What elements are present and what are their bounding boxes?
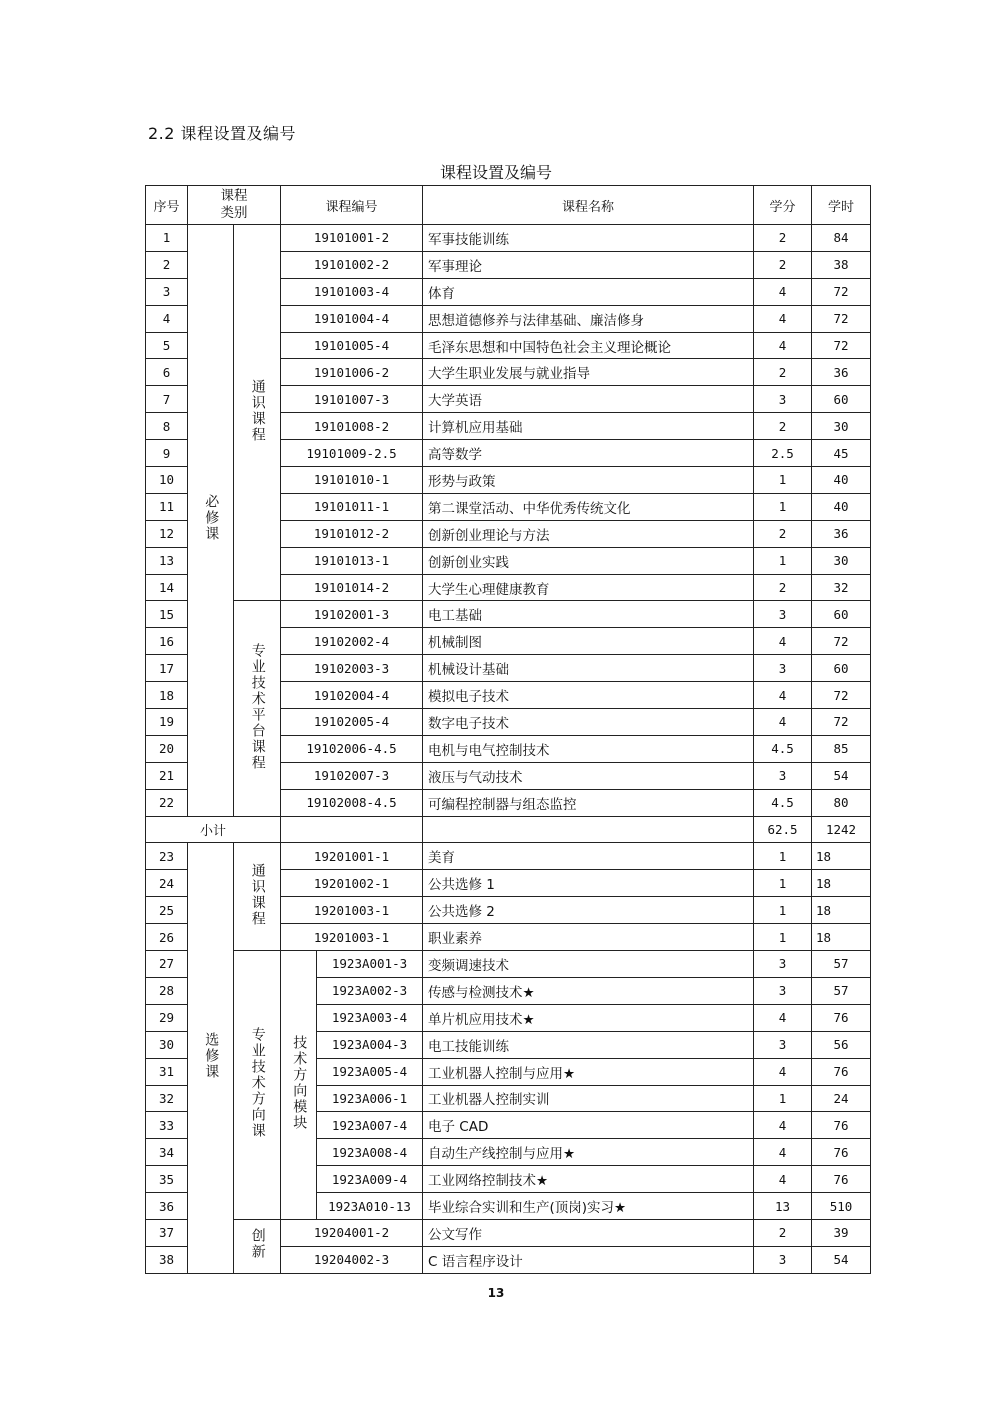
row-hours: 57 xyxy=(812,977,871,1004)
row-credit: 4 xyxy=(754,1112,812,1139)
row-name: 机械设计基础 xyxy=(423,655,754,682)
row-code: 19101004-4 xyxy=(281,305,423,332)
row-seq: 23 xyxy=(146,843,188,870)
table-row xyxy=(146,1219,871,1246)
row-name: 创新创业理论与方法 xyxy=(423,520,754,547)
row-name: 模拟电子技术 xyxy=(423,682,754,709)
row-code: 19101005-4 xyxy=(281,332,423,359)
section-title: 2.2 课程设置及编号 xyxy=(148,124,297,143)
subtotal-hours: 1242 xyxy=(812,816,871,843)
table-row xyxy=(146,601,871,628)
row-seq: 2 xyxy=(146,251,188,278)
row-name: 传感与检测技术★ xyxy=(423,977,754,1004)
row-name: 计算机应用基础 xyxy=(423,413,754,440)
row-seq: 34 xyxy=(146,1139,188,1166)
row-credit: 4 xyxy=(754,278,812,305)
row-seq: 25 xyxy=(146,897,188,924)
table-row xyxy=(146,951,871,978)
row-code: 19101003-4 xyxy=(281,278,423,305)
header-seq: 序号 xyxy=(146,186,188,225)
group-general2 xyxy=(234,843,281,951)
row-name: 第二课堂活动、中华优秀传统文化 xyxy=(423,493,754,520)
row-credit: 4 xyxy=(754,1004,812,1031)
row-credit: 2 xyxy=(754,574,812,601)
row-seq: 22 xyxy=(146,789,188,816)
row-name: 电机与电气控制技术 xyxy=(423,735,754,762)
row-name: 单片机应用技术★ xyxy=(423,1004,754,1031)
row-credit: 3 xyxy=(754,762,812,789)
row-credit: 2 xyxy=(754,1219,812,1246)
table-row xyxy=(146,225,871,252)
row-name: 公共选修 2 xyxy=(423,897,754,924)
row-seq: 38 xyxy=(146,1246,188,1273)
row-credit: 4.5 xyxy=(754,789,812,816)
row-name: 大学英语 xyxy=(423,386,754,413)
row-name: 军事理论 xyxy=(423,251,754,278)
row-seq: 24 xyxy=(146,870,188,897)
row-credit: 1 xyxy=(754,870,812,897)
group-module-label: 技术方向模块 xyxy=(291,1035,308,1131)
row-code: 19102005-4 xyxy=(281,709,423,736)
row-hours: 72 xyxy=(812,628,871,655)
row-credit: 2 xyxy=(754,225,812,252)
group-module xyxy=(281,951,317,1220)
row-seq: 20 xyxy=(146,735,188,762)
group-platform xyxy=(234,601,281,816)
row-seq: 30 xyxy=(146,1031,188,1058)
group-platform-label: 专业技术平台课程 xyxy=(249,642,266,771)
row-code: 19101001-2 xyxy=(281,225,423,252)
row-name: 电工基础 xyxy=(423,601,754,628)
row-seq: 1 xyxy=(146,225,188,252)
row-name: 职业素养 xyxy=(423,924,754,951)
row-hours: 38 xyxy=(812,251,871,278)
row-seq: 28 xyxy=(146,977,188,1004)
row-credit: 3 xyxy=(754,386,812,413)
row-code: 19101006-2 xyxy=(281,359,423,386)
row-seq: 36 xyxy=(146,1193,188,1220)
row-credit: 2.5 xyxy=(754,440,812,467)
row-credit: 4 xyxy=(754,332,812,359)
subtotal-code-empty xyxy=(281,816,423,843)
row-code: 19101014-2 xyxy=(281,574,423,601)
row-hours: 54 xyxy=(812,1246,871,1273)
row-credit: 1 xyxy=(754,547,812,574)
row-code: 1923A006-1 xyxy=(317,1085,423,1112)
row-hours: 76 xyxy=(812,1058,871,1085)
header-category-label: 课程 类别 xyxy=(220,188,248,221)
row-hours: 18 xyxy=(812,924,871,951)
row-code: 19102003-3 xyxy=(281,655,423,682)
row-credit: 13 xyxy=(754,1193,812,1220)
row-hours: 84 xyxy=(812,225,871,252)
row-hours: 76 xyxy=(812,1004,871,1031)
row-hours: 30 xyxy=(812,547,871,574)
row-seq: 10 xyxy=(146,467,188,494)
row-credit: 4 xyxy=(754,682,812,709)
row-code: 19201001-1 xyxy=(281,843,423,870)
group-required xyxy=(188,225,234,817)
subtotal-credit: 62.5 xyxy=(754,816,812,843)
row-credit: 3 xyxy=(754,601,812,628)
row-seq: 21 xyxy=(146,762,188,789)
row-hours: 60 xyxy=(812,655,871,682)
row-code: 19201003-1 xyxy=(281,897,423,924)
row-seq: 31 xyxy=(146,1058,188,1085)
row-seq: 15 xyxy=(146,601,188,628)
row-hours: 76 xyxy=(812,1112,871,1139)
row-name: 创新创业实践 xyxy=(423,547,754,574)
row-seq: 14 xyxy=(146,574,188,601)
row-credit: 2 xyxy=(754,413,812,440)
row-credit: 1 xyxy=(754,493,812,520)
header-row xyxy=(146,186,871,225)
row-seq: 27 xyxy=(146,951,188,978)
row-code: 19101010-1 xyxy=(281,467,423,494)
row-seq: 3 xyxy=(146,278,188,305)
row-name: 公文写作 xyxy=(423,1219,754,1246)
row-name: 体育 xyxy=(423,278,754,305)
row-credit: 4 xyxy=(754,628,812,655)
row-code: 19204002-3 xyxy=(281,1246,423,1273)
row-hours: 57 xyxy=(812,951,871,978)
subtotal-name-empty xyxy=(423,816,754,843)
row-code: 19101002-2 xyxy=(281,251,423,278)
row-code: 19101008-2 xyxy=(281,413,423,440)
group-required-label: 必修课 xyxy=(203,494,220,543)
row-name: 变频调速技术 xyxy=(423,951,754,978)
row-code: 1923A010-13 xyxy=(317,1193,423,1220)
row-name: 工业机器人控制实训 xyxy=(423,1085,754,1112)
row-seq: 18 xyxy=(146,682,188,709)
row-hours: 72 xyxy=(812,305,871,332)
row-seq: 6 xyxy=(146,359,188,386)
row-credit: 4 xyxy=(754,305,812,332)
row-hours: 40 xyxy=(812,493,871,520)
row-credit: 3 xyxy=(754,951,812,978)
row-hours: 72 xyxy=(812,682,871,709)
course-table xyxy=(145,185,871,1274)
row-hours: 56 xyxy=(812,1031,871,1058)
row-credit: 1 xyxy=(754,924,812,951)
row-name: 高等数学 xyxy=(423,440,754,467)
row-code: 1923A004-3 xyxy=(317,1031,423,1058)
row-credit: 1 xyxy=(754,843,812,870)
row-name: 可编程控制器与组态监控 xyxy=(423,789,754,816)
header-credit: 学分 xyxy=(754,186,812,225)
row-code: 1923A005-4 xyxy=(317,1058,423,1085)
row-name: 形势与政策 xyxy=(423,467,754,494)
row-code: 19102001-3 xyxy=(281,601,423,628)
row-credit: 2 xyxy=(754,251,812,278)
row-seq: 4 xyxy=(146,305,188,332)
row-seq: 16 xyxy=(146,628,188,655)
row-hours: 18 xyxy=(812,870,871,897)
row-name: 思想道德修养与法律基础、廉洁修身 xyxy=(423,305,754,332)
row-credit: 1 xyxy=(754,467,812,494)
row-hours: 85 xyxy=(812,735,871,762)
row-code: 19201003-1 xyxy=(281,924,423,951)
row-credit: 1 xyxy=(754,897,812,924)
row-hours: 60 xyxy=(812,601,871,628)
row-credit: 3 xyxy=(754,977,812,1004)
row-code: 1923A008-4 xyxy=(317,1139,423,1166)
row-credit: 4 xyxy=(754,1058,812,1085)
row-name: 数字电子技术 xyxy=(423,709,754,736)
row-code: 1923A009-4 xyxy=(317,1166,423,1193)
group-innovation-label: 创新 xyxy=(249,1228,266,1261)
header-hours: 学时 xyxy=(812,186,871,225)
row-name: 工业网络控制技术★ xyxy=(423,1166,754,1193)
group-elective xyxy=(188,843,234,1273)
row-name: 军事技能训练 xyxy=(423,225,754,252)
row-code: 19101007-3 xyxy=(281,386,423,413)
row-code: 19101012-2 xyxy=(281,520,423,547)
row-name: 大学生职业发展与就业指导 xyxy=(423,359,754,386)
subtotal-label: 小计 xyxy=(146,816,281,843)
row-hours: 36 xyxy=(812,520,871,547)
row-hours: 24 xyxy=(812,1085,871,1112)
row-code: 19102002-4 xyxy=(281,628,423,655)
row-hours: 18 xyxy=(812,897,871,924)
row-code: 19102004-4 xyxy=(281,682,423,709)
row-code: 1923A001-3 xyxy=(317,951,423,978)
row-code: 19101011-1 xyxy=(281,493,423,520)
row-seq: 12 xyxy=(146,520,188,547)
row-hours: 18 xyxy=(812,843,871,870)
row-hours: 32 xyxy=(812,574,871,601)
row-credit: 3 xyxy=(754,1031,812,1058)
row-code: 1923A003-4 xyxy=(317,1004,423,1031)
row-code: 19101009-2.5 xyxy=(281,440,423,467)
row-name: C 语言程序设计 xyxy=(423,1246,754,1273)
header-code: 课程编号 xyxy=(281,186,423,225)
table-row xyxy=(146,843,871,870)
row-code: 19102008-4.5 xyxy=(281,789,423,816)
subtotal-row xyxy=(146,816,871,843)
row-credit: 2 xyxy=(754,359,812,386)
row-code: 19102006-4.5 xyxy=(281,735,423,762)
row-credit: 4.5 xyxy=(754,735,812,762)
group-general-label: 通识课程 xyxy=(249,378,266,443)
row-hours: 54 xyxy=(812,762,871,789)
row-hours: 72 xyxy=(812,278,871,305)
row-credit: 2 xyxy=(754,520,812,547)
row-name: 公共选修 1 xyxy=(423,870,754,897)
row-hours: 39 xyxy=(812,1219,871,1246)
row-hours: 36 xyxy=(812,359,871,386)
table-title: 课程设置及编号 xyxy=(439,163,552,182)
row-code: 1923A002-3 xyxy=(317,977,423,1004)
group-direction-label: 专业技术方向课 xyxy=(249,1027,266,1139)
row-credit: 4 xyxy=(754,1139,812,1166)
row-name: 美育 xyxy=(423,843,754,870)
row-credit: 4 xyxy=(754,709,812,736)
row-name: 毕业综合实训和生产(顶岗)实习★ xyxy=(423,1193,754,1220)
row-hours: 60 xyxy=(812,386,871,413)
row-seq: 13 xyxy=(146,547,188,574)
row-code: 19101013-1 xyxy=(281,547,423,574)
row-name: 机械制图 xyxy=(423,628,754,655)
group-direction xyxy=(234,951,281,1220)
row-seq: 35 xyxy=(146,1166,188,1193)
row-hours: 80 xyxy=(812,789,871,816)
group-general xyxy=(234,225,281,601)
header-category xyxy=(188,186,281,225)
row-name: 电工技能训练 xyxy=(423,1031,754,1058)
page-number: 13 xyxy=(487,1286,505,1300)
row-code: 19204001-2 xyxy=(281,1219,423,1246)
row-hours: 40 xyxy=(812,467,871,494)
row-seq: 19 xyxy=(146,709,188,736)
row-name: 液压与气动技术 xyxy=(423,762,754,789)
row-seq: 26 xyxy=(146,924,188,951)
row-seq: 11 xyxy=(146,493,188,520)
group-innovation xyxy=(234,1219,281,1273)
row-hours: 72 xyxy=(812,332,871,359)
row-seq: 32 xyxy=(146,1085,188,1112)
row-hours: 45 xyxy=(812,440,871,467)
row-code: 19102007-3 xyxy=(281,762,423,789)
row-name: 工业机器人控制与应用★ xyxy=(423,1058,754,1085)
row-credit: 1 xyxy=(754,1085,812,1112)
row-name: 大学生心理健康教育 xyxy=(423,574,754,601)
row-credit: 3 xyxy=(754,655,812,682)
row-hours: 72 xyxy=(812,709,871,736)
row-seq: 9 xyxy=(146,440,188,467)
row-hours: 76 xyxy=(812,1139,871,1166)
row-seq: 33 xyxy=(146,1112,188,1139)
row-hours: 30 xyxy=(812,413,871,440)
row-seq: 8 xyxy=(146,413,188,440)
row-name: 毛泽东思想和中国特色社会主义理论概论 xyxy=(423,332,754,359)
row-seq: 29 xyxy=(146,1004,188,1031)
row-seq: 7 xyxy=(146,386,188,413)
header-name: 课程名称 xyxy=(423,186,754,225)
row-credit: 4 xyxy=(754,1166,812,1193)
row-name: 自动生产线控制与应用★ xyxy=(423,1139,754,1166)
row-hours: 76 xyxy=(812,1166,871,1193)
row-seq: 37 xyxy=(146,1219,188,1246)
row-code: 1923A007-4 xyxy=(317,1112,423,1139)
row-seq: 5 xyxy=(146,332,188,359)
row-seq: 17 xyxy=(146,655,188,682)
row-name: 电子 CAD xyxy=(423,1112,754,1139)
group-general2-label: 通识课程 xyxy=(249,862,266,927)
row-hours: 510 xyxy=(812,1193,871,1220)
row-code: 19201002-1 xyxy=(281,870,423,897)
row-credit: 3 xyxy=(754,1246,812,1273)
group-elective-label: 选修课 xyxy=(203,1032,220,1081)
